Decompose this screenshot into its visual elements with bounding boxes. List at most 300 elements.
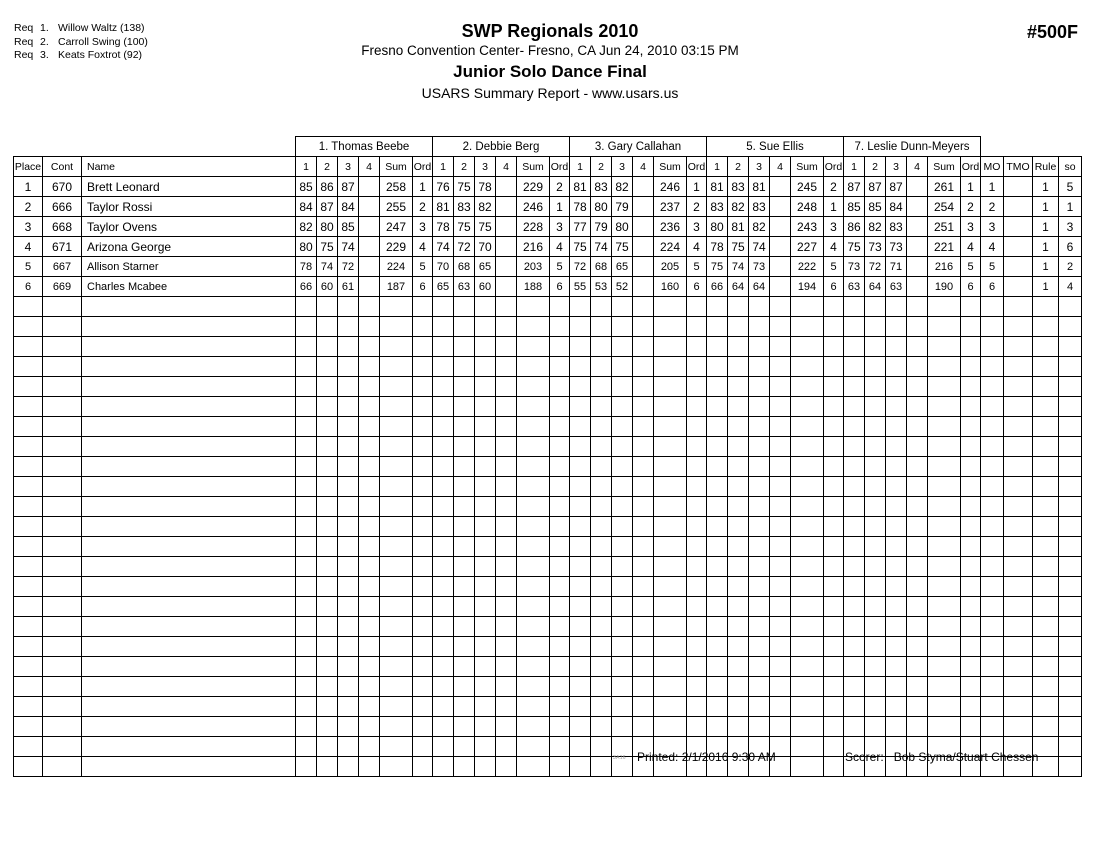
cell-score xyxy=(707,457,728,477)
cell-score xyxy=(728,717,749,737)
cell-sum xyxy=(517,617,550,637)
cell-score xyxy=(296,577,317,597)
cell-score xyxy=(338,537,359,557)
cell-ordinal xyxy=(824,637,844,657)
cell-score xyxy=(886,377,907,397)
cell-tmo xyxy=(1004,337,1033,357)
cell-rule: 1 xyxy=(1033,257,1059,277)
cell-sum xyxy=(654,697,687,717)
cell-score xyxy=(591,657,612,677)
cell-so xyxy=(1059,697,1082,717)
cell-score xyxy=(359,437,380,457)
cell-sum xyxy=(928,397,961,417)
cell-ordinal xyxy=(550,317,570,337)
cell-score xyxy=(570,457,591,477)
cell-so xyxy=(1059,377,1082,397)
cell-sum xyxy=(928,677,961,697)
cell-judge2-score4 xyxy=(496,177,517,197)
cell-score xyxy=(844,317,865,337)
cell-tmo xyxy=(1004,397,1033,417)
cell-score xyxy=(591,437,612,457)
cell-score xyxy=(338,597,359,617)
cell-ordinal xyxy=(961,417,981,437)
cell-judge1-score2: 60 xyxy=(317,277,338,297)
cell-score xyxy=(844,677,865,697)
cell-sum xyxy=(654,317,687,337)
cell-score xyxy=(633,497,654,517)
cell-judge2-score2: 63 xyxy=(454,277,475,297)
judge-banner-spacer xyxy=(14,137,43,157)
cell-score xyxy=(338,337,359,357)
cell-ordinal xyxy=(687,457,707,477)
cell-ordinal xyxy=(413,377,433,397)
cell-score xyxy=(612,577,633,597)
event-title: SWP Regionals 2010 xyxy=(461,21,639,41)
cell-score xyxy=(770,537,791,557)
cell-score xyxy=(454,497,475,517)
cell-rule xyxy=(1033,677,1059,697)
cell-judge2-sum: 228 xyxy=(517,217,550,237)
cell-place: 5 xyxy=(14,257,43,277)
cell-ordinal xyxy=(550,657,570,677)
judge-banner-spacer xyxy=(82,137,296,157)
cell-judge5-score2: 82 xyxy=(865,217,886,237)
cell-ordinal xyxy=(687,677,707,697)
cell-judge5-score1: 85 xyxy=(844,197,865,217)
cell-judge4-score4 xyxy=(770,277,791,297)
cell-judge3-ordinal: 3 xyxy=(687,217,707,237)
cell-score xyxy=(496,677,517,697)
cell-judge4-score2: 64 xyxy=(728,277,749,297)
cell-score xyxy=(317,657,338,677)
cell-score xyxy=(338,617,359,637)
cell-sum xyxy=(380,717,413,737)
cell-score xyxy=(433,517,454,537)
cell-skater-name xyxy=(82,577,296,597)
cell-contestant-number xyxy=(43,557,82,577)
judge-5-subheader-sum: Sum xyxy=(928,157,961,177)
cell-score xyxy=(359,617,380,637)
cell-mo xyxy=(981,337,1004,357)
cell-ordinal xyxy=(961,577,981,597)
cell-place xyxy=(14,537,43,557)
cell-score xyxy=(633,577,654,597)
cell-score xyxy=(612,337,633,357)
cell-mo: 6 xyxy=(981,277,1004,297)
cell-contestant-number xyxy=(43,517,82,537)
cell-judge1-score3: 74 xyxy=(338,237,359,257)
cell-score xyxy=(865,517,886,537)
cell-score xyxy=(886,397,907,417)
cell-so xyxy=(1059,357,1082,377)
cell-judge2-score3: 82 xyxy=(475,197,496,217)
cell-score xyxy=(707,677,728,697)
cell-sum xyxy=(928,437,961,457)
cell-place xyxy=(14,697,43,717)
cell-score xyxy=(907,397,928,417)
cell-place xyxy=(14,477,43,497)
cell-score xyxy=(296,677,317,697)
cell-sum xyxy=(791,417,824,437)
cell-score xyxy=(770,377,791,397)
cell-score xyxy=(296,297,317,317)
cell-score xyxy=(570,637,591,657)
cell-score xyxy=(865,457,886,477)
cell-score xyxy=(475,577,496,597)
cell-score xyxy=(454,457,475,477)
cell-ordinal xyxy=(413,297,433,317)
cell-rule xyxy=(1033,497,1059,517)
cell-score xyxy=(728,297,749,317)
cell-place xyxy=(14,297,43,317)
cell-score xyxy=(433,657,454,677)
cell-ordinal xyxy=(550,477,570,497)
table-row xyxy=(14,237,1082,257)
cell-sum xyxy=(791,657,824,677)
cell-sum xyxy=(791,397,824,417)
cell-score xyxy=(433,697,454,717)
cell-rule xyxy=(1033,457,1059,477)
cell-tmo xyxy=(1004,477,1033,497)
cell-score xyxy=(454,697,475,717)
cell-score xyxy=(770,417,791,437)
cell-score xyxy=(296,457,317,477)
cell-skater-name xyxy=(82,397,296,417)
cell-rule xyxy=(1033,597,1059,617)
cell-sum xyxy=(380,317,413,337)
cell-ordinal xyxy=(824,717,844,737)
cell-sum xyxy=(791,377,824,397)
cell-score xyxy=(633,477,654,497)
cell-score xyxy=(570,677,591,697)
judge-banner-spacer xyxy=(1059,137,1082,157)
cell-ordinal xyxy=(550,517,570,537)
scorer-credit xyxy=(845,750,1038,764)
scorer-label: Scorer: xyxy=(845,750,884,764)
cell-skater-name: Taylor Rossi xyxy=(82,197,296,217)
column-header-tmo: TMO xyxy=(1004,157,1033,177)
cell-score xyxy=(612,677,633,697)
cell-judge4-score1: 75 xyxy=(707,257,728,277)
cell-judge5-ordinal: 6 xyxy=(961,277,981,297)
required-dance-name: Carroll Swing (100) xyxy=(58,35,148,48)
cell-contestant-number xyxy=(43,617,82,637)
cell-sum xyxy=(380,637,413,657)
cell-ordinal xyxy=(413,437,433,457)
cell-score xyxy=(865,557,886,577)
cell-ordinal xyxy=(413,537,433,557)
cell-score xyxy=(296,657,317,677)
cell-so: 3 xyxy=(1059,217,1082,237)
cell-judge2-score2: 83 xyxy=(454,197,475,217)
cell-judge4-score4 xyxy=(770,257,791,277)
cell-score xyxy=(317,577,338,597)
cell-ordinal xyxy=(961,337,981,357)
cell-rule: 1 xyxy=(1033,277,1059,297)
cell-score xyxy=(770,617,791,637)
cell-judge1-sum: 258 xyxy=(380,177,413,197)
cell-score xyxy=(844,517,865,537)
cell-place xyxy=(14,377,43,397)
cell-place xyxy=(14,657,43,677)
cell-score xyxy=(317,477,338,497)
cell-mo xyxy=(981,297,1004,317)
cell-judge4-sum: 245 xyxy=(791,177,824,197)
cell-skater-name xyxy=(82,497,296,517)
cell-sum xyxy=(791,517,824,537)
cell-score xyxy=(433,437,454,457)
cell-sum xyxy=(928,637,961,657)
cell-score xyxy=(338,657,359,677)
judge-3-subheader-3: 3 xyxy=(612,157,633,177)
cell-judge3-score2: 74 xyxy=(591,237,612,257)
cell-judge1-score2: 87 xyxy=(317,197,338,217)
column-header-rule: Rule xyxy=(1033,157,1059,177)
cell-score xyxy=(359,637,380,657)
cell-judge1-score3: 61 xyxy=(338,277,359,297)
cell-sum xyxy=(380,537,413,557)
cell-sum xyxy=(380,337,413,357)
cell-so xyxy=(1059,577,1082,597)
cell-skater-name: Taylor Ovens xyxy=(82,217,296,237)
cell-judge2-score1: 74 xyxy=(433,237,454,257)
cell-score xyxy=(475,637,496,657)
cell-score xyxy=(749,697,770,717)
cell-sum xyxy=(791,597,824,617)
judge-2-subheader-sum: Sum xyxy=(517,157,550,177)
cell-sum xyxy=(928,457,961,477)
cell-score xyxy=(359,417,380,437)
cell-score xyxy=(728,677,749,697)
cell-score xyxy=(728,577,749,597)
cell-mo: 2 xyxy=(981,197,1004,217)
cell-score xyxy=(907,577,928,597)
cell-sum xyxy=(380,557,413,577)
cell-ordinal xyxy=(961,377,981,397)
cell-judge4-sum: 194 xyxy=(791,277,824,297)
cell-score xyxy=(496,657,517,677)
cell-sum xyxy=(928,697,961,717)
cell-judge5-score4 xyxy=(907,197,928,217)
cell-score xyxy=(728,317,749,337)
cell-skater-name xyxy=(82,557,296,577)
scorer-name: Bob Styma/Stuart Chessen xyxy=(893,750,1039,764)
cell-sum xyxy=(791,437,824,457)
cell-score xyxy=(591,357,612,377)
cell-ordinal xyxy=(961,397,981,417)
judge-5-subheader-1: 1 xyxy=(844,157,865,177)
cell-sum xyxy=(791,557,824,577)
cell-score xyxy=(749,417,770,437)
cell-score xyxy=(570,617,591,637)
cell-contestant-number: 670 xyxy=(43,177,82,197)
cell-ordinal xyxy=(413,617,433,637)
cell-sum xyxy=(380,497,413,517)
cell-score xyxy=(844,617,865,637)
cell-sum xyxy=(380,417,413,437)
cell-judge5-score2: 64 xyxy=(865,277,886,297)
cell-score xyxy=(707,657,728,677)
cell-sum xyxy=(928,317,961,337)
cell-score xyxy=(433,557,454,577)
cell-score xyxy=(707,377,728,397)
cell-score xyxy=(359,397,380,417)
cell-score xyxy=(570,477,591,497)
cell-judge5-score4 xyxy=(907,237,928,257)
cell-score xyxy=(454,717,475,737)
cell-rule xyxy=(1033,477,1059,497)
cell-score xyxy=(433,497,454,517)
cell-contestant-number xyxy=(43,717,82,737)
cell-score xyxy=(475,537,496,557)
cell-score xyxy=(591,617,612,637)
cell-sum xyxy=(928,717,961,737)
cell-score xyxy=(907,537,928,557)
cell-judge3-sum: 246 xyxy=(654,177,687,197)
cell-contestant-number xyxy=(43,537,82,557)
cell-score xyxy=(749,477,770,497)
cell-score xyxy=(570,357,591,377)
cell-ordinal xyxy=(413,337,433,357)
cell-score xyxy=(865,677,886,697)
cell-so xyxy=(1059,457,1082,477)
cell-score xyxy=(865,497,886,517)
cell-so xyxy=(1059,477,1082,497)
cell-score xyxy=(475,397,496,417)
cell-judge1-score3: 84 xyxy=(338,197,359,217)
cell-score xyxy=(359,677,380,697)
cell-score xyxy=(359,557,380,577)
cell-so xyxy=(1059,317,1082,337)
cell-score xyxy=(433,577,454,597)
cell-judge2-ordinal: 4 xyxy=(550,237,570,257)
cell-place xyxy=(14,417,43,437)
cell-score xyxy=(749,517,770,537)
cell-rule: 1 xyxy=(1033,197,1059,217)
cell-score xyxy=(770,697,791,717)
cell-contestant-number xyxy=(43,637,82,657)
required-dance-name: Willow Waltz (138) xyxy=(58,22,145,34)
cell-ordinal xyxy=(961,497,981,517)
cell-score xyxy=(749,637,770,657)
cell-ordinal xyxy=(687,637,707,657)
required-dance-number: 1. xyxy=(40,22,49,34)
cell-so: 4 xyxy=(1059,277,1082,297)
cell-sum xyxy=(380,577,413,597)
column-header-row xyxy=(14,157,1082,177)
cell-score xyxy=(317,497,338,517)
cell-score xyxy=(496,457,517,477)
cell-place xyxy=(14,457,43,477)
cell-score xyxy=(570,317,591,337)
cell-judge3-score3: 79 xyxy=(612,197,633,217)
cell-judge4-sum: 243 xyxy=(791,217,824,237)
cell-score xyxy=(570,337,591,357)
cell-judge4-score1: 83 xyxy=(707,197,728,217)
cell-score xyxy=(338,517,359,537)
cell-contestant-number xyxy=(43,697,82,717)
cell-ordinal xyxy=(824,537,844,557)
cell-judge5-ordinal: 2 xyxy=(961,197,981,217)
cell-judge4-score4 xyxy=(770,197,791,217)
cell-score xyxy=(359,657,380,677)
cell-skater-name xyxy=(82,317,296,337)
cell-ordinal xyxy=(824,597,844,617)
cell-place: 4 xyxy=(14,237,43,257)
cell-ordinal xyxy=(961,517,981,537)
cell-so xyxy=(1059,617,1082,637)
cell-score xyxy=(612,497,633,517)
cell-judge3-ordinal: 2 xyxy=(687,197,707,217)
cell-sum xyxy=(654,437,687,457)
cell-score xyxy=(749,717,770,737)
cell-judge3-score4 xyxy=(633,257,654,277)
cell-score xyxy=(454,397,475,417)
cell-contestant-number: 671 xyxy=(43,237,82,257)
cell-sum xyxy=(517,637,550,657)
cell-ordinal xyxy=(824,397,844,417)
cell-contestant-number xyxy=(43,437,82,457)
cell-contestant-number xyxy=(43,417,82,437)
cell-judge1-score4 xyxy=(359,197,380,217)
cell-contestant-number xyxy=(43,497,82,517)
cell-place: 6 xyxy=(14,277,43,297)
cell-so xyxy=(1059,397,1082,417)
judge-header-2: 2. Debbie Berg xyxy=(433,137,570,157)
cell-judge1-score4 xyxy=(359,177,380,197)
table-row xyxy=(14,277,1082,297)
cell-sum xyxy=(380,437,413,457)
cell-ordinal xyxy=(824,557,844,577)
cell-ordinal xyxy=(413,557,433,577)
cell-ordinal xyxy=(550,377,570,397)
cell-score xyxy=(296,497,317,517)
cell-score xyxy=(707,477,728,497)
cell-so xyxy=(1059,337,1082,357)
cell-score xyxy=(907,417,928,437)
cell-score xyxy=(496,337,517,357)
cell-judge1-score1: 82 xyxy=(296,217,317,237)
cell-score xyxy=(433,637,454,657)
cell-score xyxy=(496,577,517,597)
cell-judge4-score2: 75 xyxy=(728,237,749,257)
cell-score xyxy=(475,717,496,737)
cell-sum xyxy=(517,697,550,717)
cell-score xyxy=(496,557,517,577)
cell-score xyxy=(865,417,886,437)
cell-score xyxy=(591,597,612,617)
cell-judge4-sum: 222 xyxy=(791,257,824,277)
cell-score xyxy=(770,397,791,417)
cell-place xyxy=(14,337,43,357)
cell-score xyxy=(844,537,865,557)
cell-score xyxy=(591,637,612,657)
cell-sum xyxy=(517,597,550,617)
cell-score xyxy=(749,297,770,317)
cell-score xyxy=(844,717,865,737)
cell-judge3-score4 xyxy=(633,277,654,297)
cell-sum xyxy=(517,557,550,577)
cell-sum xyxy=(791,357,824,377)
cell-place xyxy=(14,517,43,537)
cell-score xyxy=(296,697,317,717)
cell-score xyxy=(296,437,317,457)
cell-rule xyxy=(1033,617,1059,637)
cell-score xyxy=(633,417,654,437)
cell-sum xyxy=(380,657,413,677)
cell-score xyxy=(707,397,728,417)
table-row xyxy=(14,217,1082,237)
